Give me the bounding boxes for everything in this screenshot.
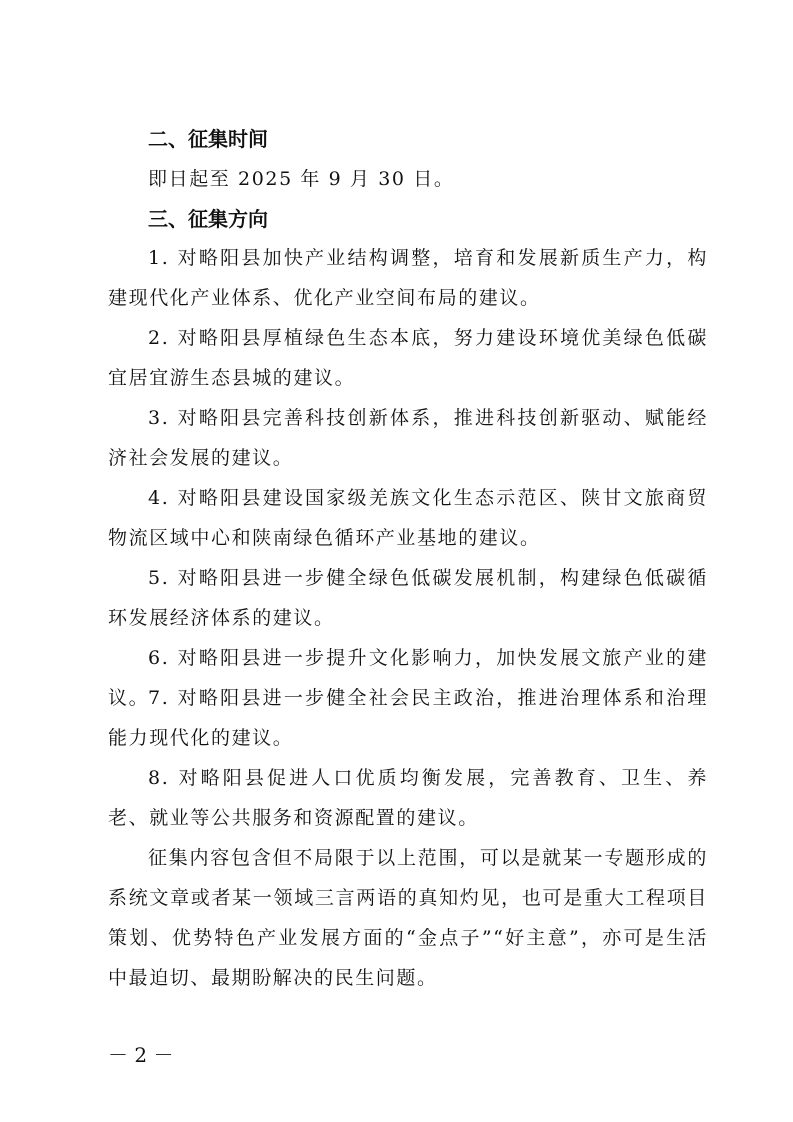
direction-item-8: 8. 对略阳县促进人口优质均衡发展，完善教育、卫生、养老、就业等公共服务和资源配置的建议。 xyxy=(108,767,708,829)
direction-item-7: 7. 对略阳县进一步健全社会民主政治，推进治理体系和治理能力现代化的建议。 xyxy=(108,687,708,749)
section-heading-collection-direction: 三、征集方向 xyxy=(148,207,268,231)
direction-item-4: 4. 对略阳县建设国家级羌族文化生态示范区、陕甘文旅商贸物流区域中心和陕南绿色循环产业基地的建议。 xyxy=(108,487,708,549)
closing-paragraph: 征集内容包含但不局限于以上范围，可以是就某一专题形成的系统文章或者某一领域三言两语的真知灼见，也可是重大工程项目策划、优势特色产业发展方面的“金点子”“好主意”，亦可是生活中最迫切、最期盼解决的民生问题。 xyxy=(108,847,708,989)
direction-item-1: 1. 对略阳县加快产业结构调整，培育和发展新质生产力，构建现代化产业体系、优化产业空间布局的建议。 xyxy=(108,247,708,309)
section-heading-collection-time: 二、征集时间 xyxy=(148,127,268,151)
collection-period-text: 即日起至 2025 年 9 月 30 日。 xyxy=(148,168,455,190)
direction-item-5: 5. 对略阳县进一步健全绿色低碳发展机制，构建绿色低碳循环发展经济体系的建议。 xyxy=(108,567,708,629)
direction-item-3: 3. 对略阳县完善科技创新体系，推进科技创新驱动、赋能经济社会发展的建议。 xyxy=(108,407,708,469)
direction-item-6: 6. 对略阳县进一步提升文化影响力，加快发展文旅产业的建议。 xyxy=(108,647,708,709)
direction-item-2: 2. 对略阳县厚植绿色生态本底，努力建设环境优美绿色低碳宜居宜游生态县城的建议。 xyxy=(108,327,708,389)
page-number: － 2 － xyxy=(108,1043,174,1067)
